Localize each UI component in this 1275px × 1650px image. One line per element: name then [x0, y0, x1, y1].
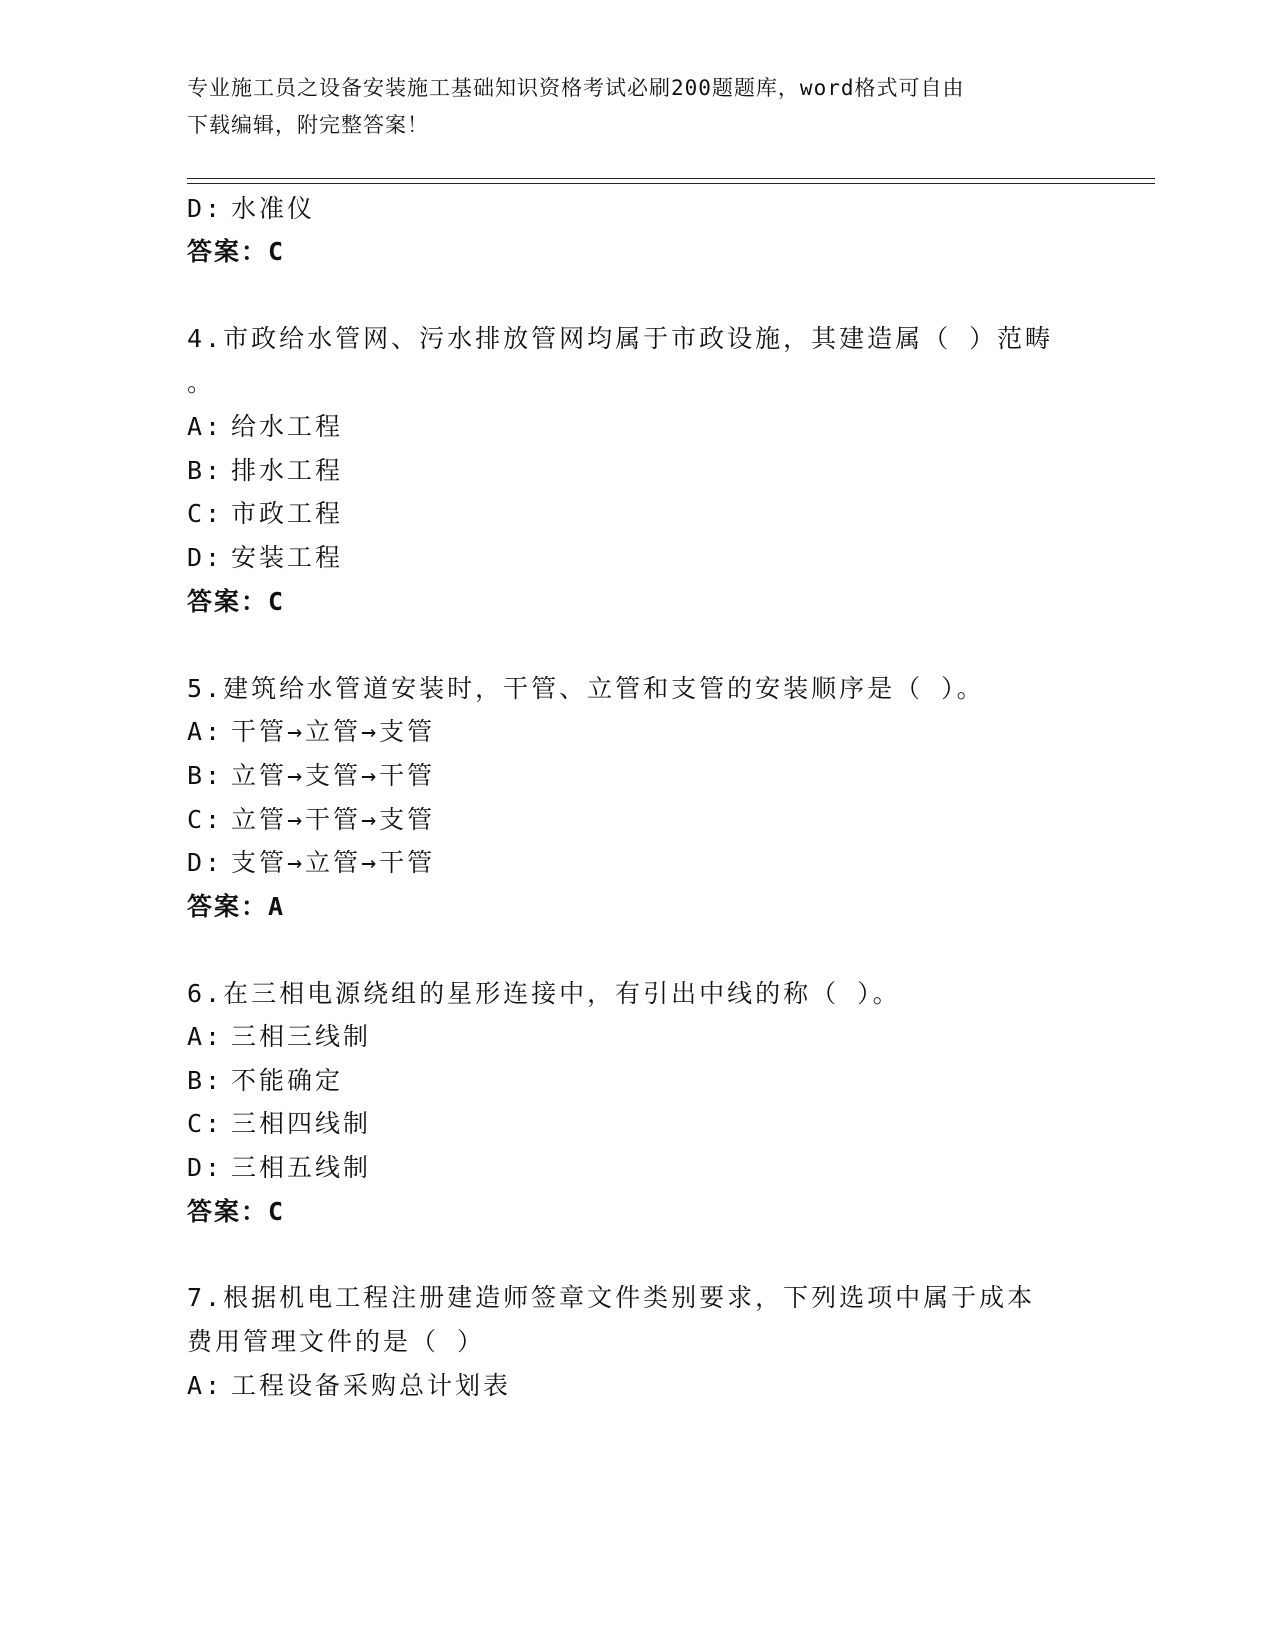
- q6-option-a: [187, 1020, 371, 1054]
- q4-option-d: [187, 541, 343, 575]
- q4-option-c: [187, 497, 343, 531]
- option-key: B:: [187, 456, 224, 485]
- q7-stem-line-1: 7.根据机电工程注册建造师签章文件类别要求，下列选项中属于成本: [187, 1283, 1036, 1312]
- option-key: B:: [187, 761, 224, 790]
- q5-option-a: [187, 715, 435, 749]
- option-text: 立管→干管→支管: [231, 805, 436, 834]
- option-text: 干管→立管→支管: [231, 717, 436, 746]
- q6-option-d: [187, 1151, 371, 1185]
- option-key: A:: [187, 1022, 224, 1051]
- header-line-1: 专业施工员之设备安装施工基础知识资格考试必刷200题题库，word格式可自由: [187, 76, 965, 100]
- option-key: C:: [187, 499, 224, 528]
- q6-option-b: [187, 1064, 343, 1098]
- header-divider-bottom: [187, 183, 1155, 184]
- q4-answer: 答案：C: [187, 587, 286, 616]
- option-key: D:: [187, 1153, 224, 1182]
- q3-answer: 答案：C: [187, 237, 286, 266]
- q4-option-a: [187, 410, 343, 444]
- option-key: C:: [187, 1109, 224, 1138]
- option-key: A:: [187, 717, 224, 746]
- option-text: 三相五线制: [231, 1153, 372, 1182]
- q6-stem-line-1: 6.在三相电源绕组的星形连接中，有引出中线的称（ ）。: [187, 979, 901, 1008]
- option-text: 市政工程: [231, 499, 344, 528]
- q5-answer: 答案：A: [187, 892, 286, 921]
- option-text: 不能确定: [231, 1066, 344, 1095]
- option-text: 水准仪: [231, 194, 316, 223]
- option-text: 三相三线制: [231, 1022, 372, 1051]
- option-key: C:: [187, 805, 224, 834]
- option-key: D:: [187, 543, 224, 572]
- option-text: 三相四线制: [231, 1109, 372, 1138]
- option-text: 安装工程: [231, 543, 344, 572]
- option-key: A:: [187, 412, 224, 441]
- option-key: D:: [187, 194, 224, 223]
- q7-stem-line-2: 费用管理文件的是（ ）: [187, 1327, 486, 1356]
- option-text: 给水工程: [231, 412, 344, 441]
- option-text: 立管→支管→干管: [231, 761, 436, 790]
- q5-stem-line-1: 5.建筑给水管道安装时，干管、立管和支管的安装顺序是（ ）。: [187, 674, 985, 703]
- option-key: D:: [187, 848, 224, 877]
- document-header: [187, 70, 1087, 144]
- q4-option-b: [187, 454, 343, 488]
- option-key: A:: [187, 1371, 224, 1400]
- q7-option-a: [187, 1369, 511, 1403]
- q4-stem-line-2: 。: [187, 368, 216, 397]
- q5-option-b: [187, 759, 435, 793]
- q5-option-d: [187, 846, 435, 880]
- q3-option-d: [187, 192, 315, 226]
- q6-option-c: [187, 1107, 371, 1141]
- option-text: 工程设备采购总计划表: [231, 1371, 512, 1400]
- option-text: 支管→立管→干管: [231, 848, 436, 877]
- option-key: B:: [187, 1066, 224, 1095]
- header-line-2: 下载编辑，附完整答案！: [187, 113, 429, 137]
- q4-stem-line-1: 4.市政给水管网、污水排放管网均属于市政设施，其建造属（ ）范畴: [187, 324, 1054, 353]
- q5-option-c: [187, 803, 435, 837]
- option-text: 排水工程: [231, 456, 344, 485]
- q6-answer: 答案：C: [187, 1197, 286, 1226]
- header-divider-top: [187, 178, 1155, 179]
